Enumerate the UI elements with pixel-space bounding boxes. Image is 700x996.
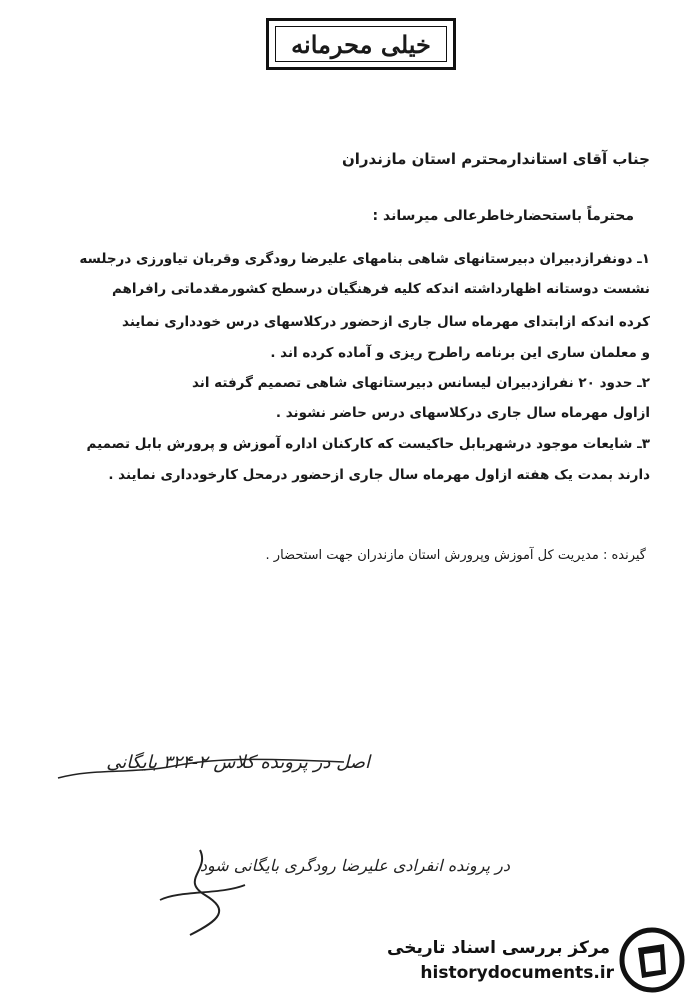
body-line: ۲ـ حدود ۲۰ نفرازدبیران لیسانس دبیرستانهای شاهی تصمیم گرفته اند <box>191 375 650 391</box>
body-line: و معلمان ساری این برنامه راطرح ریزی و آماده کرده اند . <box>270 345 650 361</box>
body-line: دارند بمدت یک هفته ازاول مهرماه سال جاری ازحضور درمحل کارخودداری نمایند . <box>108 467 650 483</box>
footer-org-name: مرکز بررسی اسناد تاریخی <box>387 938 610 958</box>
body-line: کرده اندکه ازابتدای مهرماه سال جاری ازحضور درکلاسهای درس خودداری نمایند <box>122 314 650 330</box>
handwritten-note-archive: اصل در پرونده کلاس ۲-۳۲۴ بایگانی <box>106 752 370 773</box>
body-line: ۳ـ شایعات موجود درشهربابل حاکیست که کارکنان اداره آموزش و پرورش بابل تصمیم <box>86 436 650 452</box>
archive-logo-icon <box>616 924 688 996</box>
body-line: ازاول مهرماه سال جاری درکلاسهای درس حاضر نشوند . <box>275 405 650 421</box>
classification-stamp <box>266 18 456 70</box>
handwritten-note-file: در پرونده انفرادی علیرضا رودگری بایگانی شود <box>199 856 510 875</box>
handwritten-underline <box>54 748 354 788</box>
body-line: ۱ـ دونفرازدبیران دبیرستانهای شاهی بنامهای علیرضا رودگری وقربان تیاورزی درجلسه <box>79 251 650 267</box>
stamp-text: خیلی محرمانه <box>275 26 447 62</box>
footer-website: historydocuments.ir <box>420 963 614 983</box>
handwritten-signature <box>150 840 250 940</box>
salutation-line: محترماً باستحضارخاطرعالی میرساند : <box>372 208 634 224</box>
addressee-line: جناب آقای استاندارمحترم استان مازندران <box>341 150 650 168</box>
body-line: نشست دوستانه اظهارداشته اندکه کلیه فرهنگیان درسطح کشورمقدماتی رافراهم <box>111 281 650 297</box>
recipient-line: گیرنده : مدیریت کل آموزش وپرورش استان مازندران جهت استحضار . <box>265 548 646 563</box>
